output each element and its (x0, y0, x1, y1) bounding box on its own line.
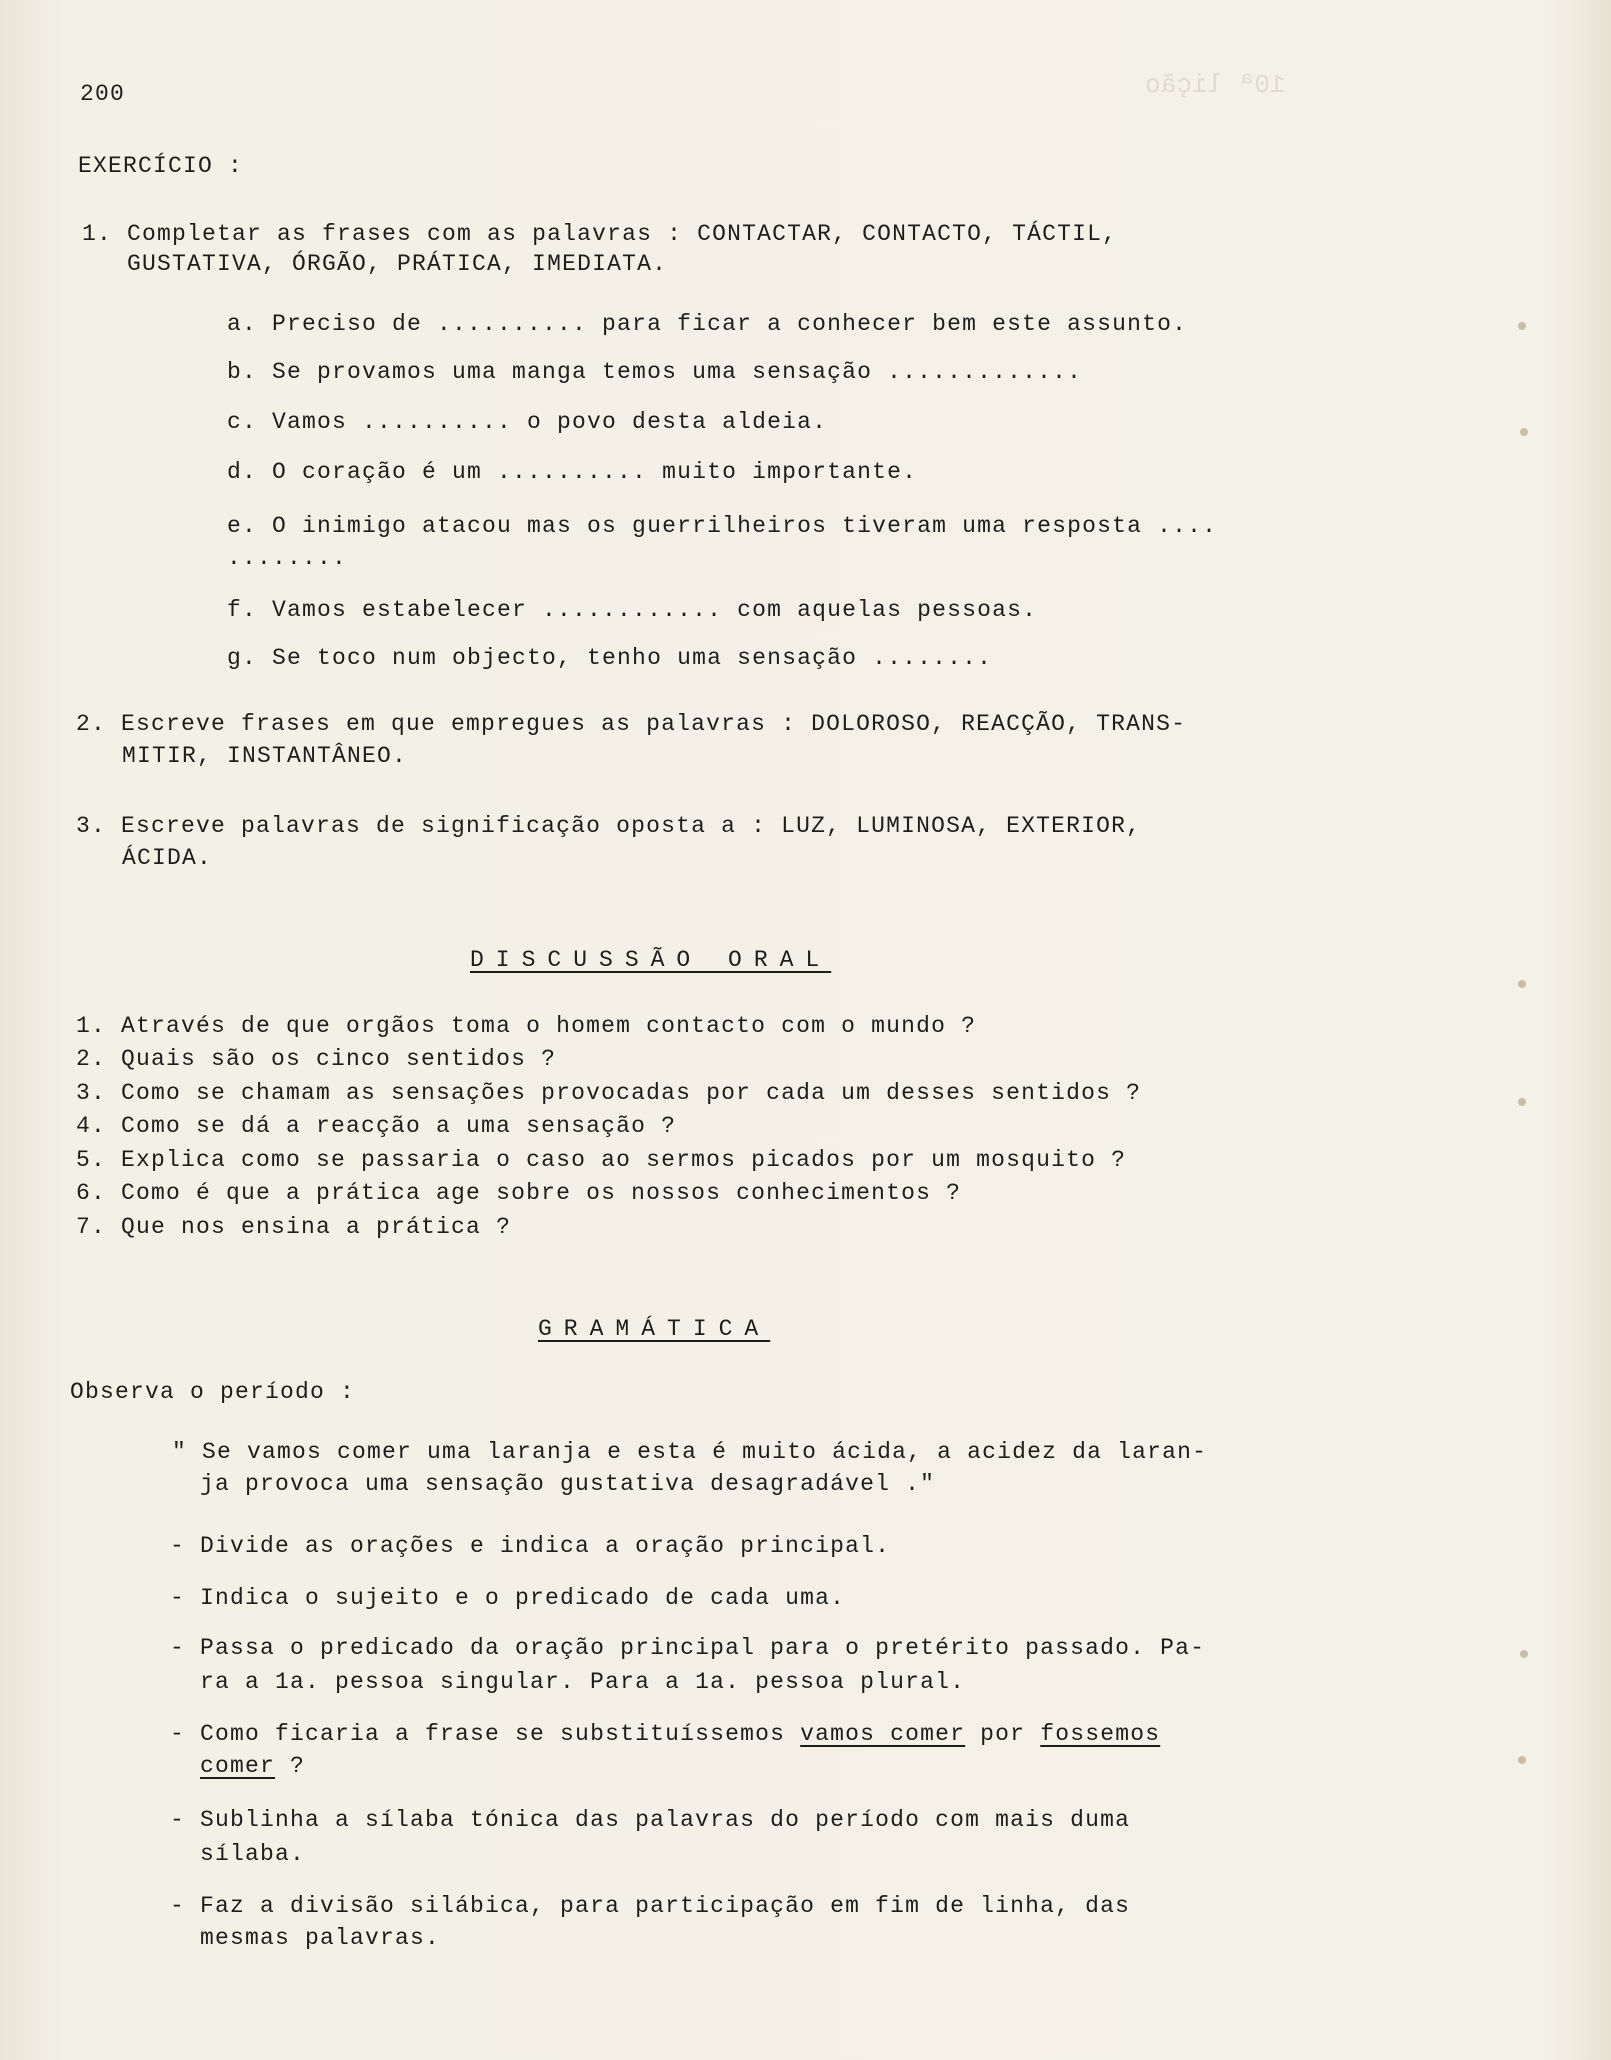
gramatica-task-7: - Faz a divisão silábica, para participação em fim de linha, das (170, 1893, 1131, 1919)
exercise-1-item-f: f. Vamos estabelecer ............ com aquelas pessoas. (227, 597, 1038, 623)
observa-text: Observa o período : (70, 1379, 356, 1405)
quote-line-2: ja provoca uma sensação gustativa desagradável ." (200, 1471, 936, 1497)
discussao-item: 4. Como se dá a reacção a uma sensação ? (76, 1113, 677, 1139)
page-mark (1518, 1756, 1526, 1764)
discussao-item: 6. Como é que a prática age sobre os nossos conhecimentos ? (76, 1180, 962, 1206)
exercise-3-line-2: ÁCIDA. (122, 845, 213, 871)
discussao-item: 2. Quais são os cinco sentidos ? (76, 1046, 557, 1072)
gramatica-task-6: - Sublinha a sílaba tónica das palavras do período com mais duma (170, 1807, 1131, 1833)
gramatica-task-cont: ra a 1a. pessoa singular. Para a 1a. pessoa plural. (200, 1669, 966, 1695)
page-number: 200 (80, 81, 126, 107)
discussao-item: 1. Através de que orgãos toma o homem contacto com o mundo ? (76, 1013, 977, 1039)
gramatica-task-5-cont (200, 1752, 305, 1780)
exercise-1-item-e: e. O inimigo atacou mas os guerrilheiros tiveram uma resposta .... (227, 513, 1218, 539)
exercise-2-line-1: 2. Escreve frases em que empregues as palavras : DOLOROSO, REACÇÃO, TRANS- (76, 711, 1187, 737)
exercise-1-item-b: b. Se provamos uma manga temos uma sensação ............. (227, 359, 1083, 385)
exercise-1-item-c: c. Vamos .......... o povo desta aldeia. (227, 409, 828, 435)
gramatica-task-6-cont: sílaba. (200, 1841, 306, 1867)
page-mark (1520, 1650, 1528, 1658)
discussao-item: 5. Explica como se passaria o caso ao sermos picados por um mosquito ? (76, 1147, 1127, 1173)
quote-line-1: " Se vamos comer uma laranja e esta é muito ácida, a acidez da laran- (172, 1439, 1208, 1465)
gramatica-task: - Passa o predicado da oração principal para o pretérito passado. Pa- (170, 1635, 1206, 1661)
task-5-underline-fossemos: fossemos (1040, 1721, 1161, 1747)
gramatica-task-5 (170, 1720, 1160, 1748)
task-5-end: ? (290, 1753, 306, 1779)
page-mark (1518, 1098, 1526, 1106)
task-5-underline-comer: comer (200, 1753, 276, 1779)
gramatica-title: GRAMÁTICA (538, 1316, 771, 1342)
exercise-1-item-d: d. O coração é um .......... muito importante. (227, 459, 918, 485)
exercise-2-line-2: MITIR, INSTANTÂNEO. (122, 743, 408, 769)
discussao-item: 7. Que nos ensina a prática ? (76, 1214, 512, 1240)
task-5-text: - Como ficaria a frase se substituíssemos (170, 1721, 786, 1747)
exercise-1-line-1: 1. Completar as frases com as palavras : CONTACTAR, CONTACTO, TÁCTIL, (82, 221, 1118, 247)
exercise-1-line-2: GUSTATIVA, ÓRGÃO, PRÁTICA, IMEDIATA. (127, 251, 668, 277)
task-5-por: por (980, 1721, 1026, 1747)
exercise-1-item-g: g. Se toco num objecto, tenho uma sensação ........ (227, 645, 993, 671)
exercise-1-item-e-cont: ........ (227, 545, 348, 571)
gramatica-task: - Indica o sujeito e o predicado de cada uma. (170, 1585, 846, 1611)
task-5-underline-vamos-comer: vamos comer (800, 1721, 966, 1747)
page-mark (1518, 322, 1526, 330)
exercicio-title: EXERCÍCIO : (78, 153, 244, 179)
page-mark (1518, 980, 1526, 988)
exercise-1-item-a: a. Preciso de .......... para ficar a conhecer bem este assunto. (227, 311, 1188, 337)
ghost-header: 10ª lição (1145, 70, 1286, 100)
discussao-item: 3. Como se chamam as sensações provocadas por cada um desses sentidos ? (76, 1080, 1142, 1106)
gramatica-task: - Divide as orações e indica a oração principal. (170, 1533, 891, 1559)
discussao-title: DISCUSSÃO ORAL (470, 947, 832, 973)
exercise-3-line-1: 3. Escreve palavras de significação oposta a : LUZ, LUMINOSA, EXTERIOR, (76, 813, 1142, 839)
page-mark (1520, 428, 1528, 436)
gramatica-task-7-cont: mesmas palavras. (200, 1925, 441, 1951)
